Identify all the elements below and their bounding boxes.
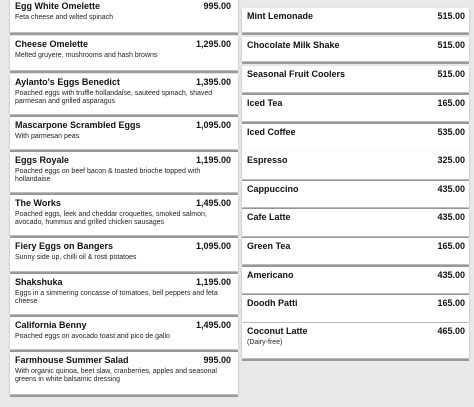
menu-item-fiery-eggs-on-bangers	[10, 238, 238, 271]
menu-item-price: 1,495.00	[195, 320, 231, 330]
menu-item-description: (Dairy-free)	[247, 339, 283, 346]
menu-item-description: Sunny side up, chilli oil & rosti potatoes	[15, 254, 137, 261]
menu-item-name: Espresso	[247, 155, 288, 165]
menu-item-price: 165.00	[437, 98, 465, 108]
menu-item-description: Poached eggs on avocado toast and pico de gallo	[15, 333, 170, 340]
menu-item-price: 435.00	[437, 184, 465, 194]
menu-item-name: Doodh Patti	[247, 298, 298, 308]
divider	[10, 33, 238, 35]
menu-item-price: 515.00	[437, 40, 465, 50]
menu-item-price: 1,495.00	[195, 198, 231, 208]
menu-item-name: Farmhouse Summer Salad	[15, 355, 129, 365]
menu-item-name: Eggs Royale	[15, 155, 70, 165]
menu-item-name: Cappuccino	[247, 184, 299, 194]
menu-item-doodh-patti	[242, 295, 469, 322]
menu-item-description: Melted gruyere, mushrooms and hash browns	[15, 52, 158, 59]
menu-item-price: 325.00	[437, 155, 465, 165]
menu-item-price: 165.00	[437, 298, 465, 308]
menu-item-name: Coconut Latte	[247, 326, 308, 336]
menu-item-cafe-latte	[242, 209, 469, 236]
menu-item-name: Shakshuka	[15, 277, 63, 287]
menu-item-egg-white-omelette	[10, 0, 238, 32]
menu-item-green-tea	[242, 238, 469, 264]
menu-item-name: Mascarpone Scrambled Eggs	[15, 120, 141, 130]
menu-item-price: 515.00	[437, 69, 465, 79]
menu-item-description: With parmesan peas	[15, 133, 80, 140]
menu-item-description: Eggs in a simmering concasse of tomatoes, bell peppers and feta cheese	[15, 290, 218, 305]
menu-item-seasonal-fruit-coolers	[242, 66, 469, 92]
menu-item-mascarpone-scrambled-eggs	[10, 117, 238, 149]
menu-item-name: Egg White Omelette	[15, 1, 101, 11]
menu-item-mint-lemonade	[242, 8, 469, 32]
menu-item-cappuccino	[242, 181, 469, 207]
menu-item-price: 1,095.00	[195, 120, 231, 130]
menu-item-description: With organic quinoa, beet slaw, cranberries, apples and seasonal greens in white balsamic dressing	[15, 368, 217, 383]
menu-item-price: 535.00	[437, 127, 465, 137]
menu-item-americano	[242, 267, 469, 293]
menu-item-price: 435.00	[437, 270, 465, 280]
menu-item-name: Chocolate Milk Shake	[247, 40, 340, 50]
menu-item-aylanto-s-eggs-benedict	[10, 74, 238, 114]
menu-item-price: 1,395.00	[195, 77, 231, 87]
divider	[242, 33, 469, 35]
menu-item-description: Poached eggs, leek and cheddar croquettes, smoked salmon, avocado, hummus and grilled chicken sausages	[15, 211, 207, 226]
divider	[10, 395, 238, 397]
menu-item-price: 1,195.00	[195, 155, 231, 165]
menu-item-price: 995.00	[203, 355, 231, 365]
divider	[242, 62, 469, 64]
menu-item-description: Poached eggs on beef bacon & toasted brioche topped with hollandaise	[15, 168, 201, 183]
menu-item-name: Aylanto's Eggs Benedict	[15, 77, 120, 87]
menu-item-price: 165.00	[437, 241, 465, 251]
menu-item-name: Iced Coffee	[247, 127, 296, 137]
menu-item-description: Feta cheese and wilted spinach	[15, 14, 114, 21]
menu-item-name: The Works	[15, 198, 61, 208]
menu-item-name: Cafe Latte	[247, 212, 291, 222]
menu-item-the-works	[10, 195, 238, 235]
menu-item-shakshuka	[10, 274, 238, 314]
menu-item-iced-tea	[242, 95, 469, 121]
menu-item-price: 1,195.00	[195, 277, 231, 287]
menu-item-name: Mint Lemonade	[247, 11, 314, 21]
menu-item-description: Poached eggs with truffle hollandaise, sauteed spinach, shaved parmesan and grilled asparagus	[15, 90, 213, 105]
menu-item-name: Green Tea	[247, 241, 291, 251]
menu-item-price: 995.00	[203, 1, 231, 11]
menu-item-price: 515.00	[437, 11, 465, 21]
menu-item-name: California Benny	[15, 320, 87, 330]
menu-item-california-benny	[10, 317, 238, 349]
menu-item-price: 1,295.00	[195, 39, 231, 49]
menu-item-name: Fiery Eggs on Bangers	[15, 241, 114, 251]
menu-item-cheese-omelette	[10, 36, 238, 70]
menu-item-farmhouse-summer-salad	[10, 352, 238, 394]
menu-item-price: 1,095.00	[195, 241, 231, 251]
menu-item-name: Americano	[247, 270, 294, 280]
divider	[242, 359, 469, 361]
menu-item-coconut-latte	[242, 323, 469, 358]
menu-item-eggs-royale	[10, 152, 238, 192]
menu-item-chocolate-milk-shake	[242, 37, 469, 61]
menu-item-name: Seasonal Fruit Coolers	[247, 69, 346, 79]
menu-item-espresso	[242, 152, 469, 179]
divider	[10, 71, 238, 73]
menu-item-iced-coffee	[242, 124, 469, 152]
menu-item-name: Cheese Omelette	[15, 39, 89, 49]
menu-item-price: 465.00	[437, 326, 465, 336]
menu-item-price: 435.00	[437, 212, 465, 222]
menu-item-name: Iced Tea	[247, 98, 283, 108]
